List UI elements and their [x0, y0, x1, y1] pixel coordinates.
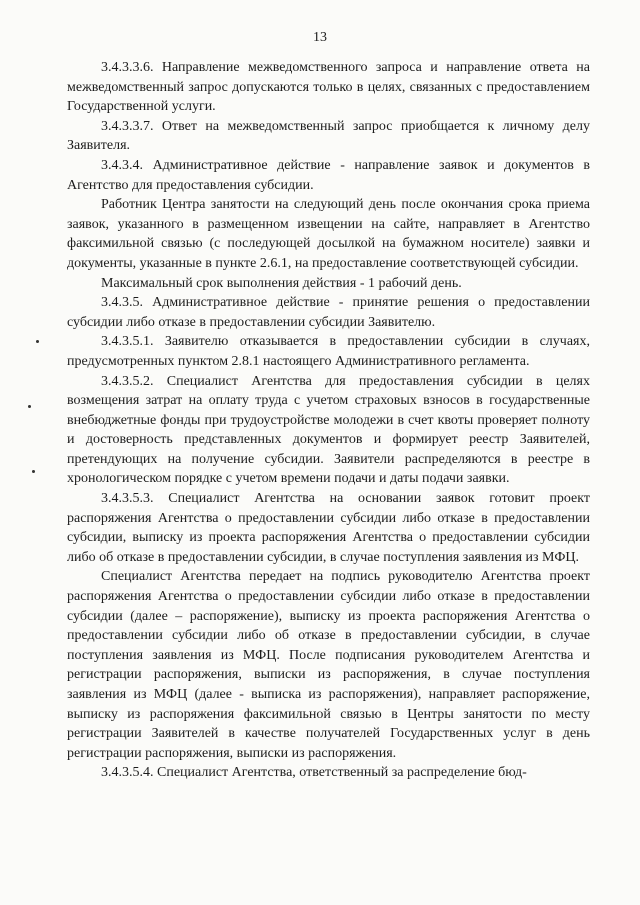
- paragraph-max-duration: Максимальный срок выполнения действия - 1 рабочий день.: [101, 275, 462, 291]
- scan-mark: [36, 340, 39, 343]
- scan-mark: [28, 405, 31, 408]
- paragraph-3-4-3-5-3: 3.4.3.5.3. Специалист Агентства на основании заявок готовит проект распоряжения Агентства о предоставлении субсидии либо отказе в предоставлении субсидии, выписку из проекта распоряжения Агентства о предоставлении субсидии либо об отказе в предоставлении субсидии, в случае поступления заявления из МФЦ.: [67, 491, 590, 565]
- document-body: [67, 58, 590, 783]
- paragraph-3-4-3-3-7: 3.4.3.3.7. Ответ на межведомственный запрос приобщается к личному делу Заявителя.: [67, 118, 590, 154]
- paragraph-agency-specialist: Специалист Агентства передает на подпись руководителю Агентства проект распоряжения Агентства о предоставлении субсидии либо отказе в предоставлении субсидии (далее – распоряжение), выписку из проекта распоряжения Агентства о предоставлении субсидии либо об отказе в предоставлении субсидии, в случае поступления заявления из МФЦ. После подписания руководителем Агентства и регистрации распоряжения, выписки из распоряжения, в случае поступления заявления из МФЦ (далее - выписка из распоряжения), направляет распоряжение, выписку из распоряжения факсимильной связью в Центры занятости по месту регистрации Заявителей в качестве получателей Государственных услуг в день регистрации распоряжения, выписки из распоряжения.: [67, 569, 590, 761]
- paragraph-3-4-3-5-1: 3.4.3.5.1. Заявителю отказывается в предоставлении субсидии в случаях, предусмотренных пунктом 2.8.1 настоящего Административного регламента.: [67, 334, 590, 369]
- paragraph-3-4-3-3-6: 3.4.3.3.6. Направление межведомственного запроса и направление ответа на межведомственный запрос допускаются только в целях, связанных с предоставлением Государственной услуги.: [67, 60, 590, 115]
- paragraph-3-4-3-5-2: 3.4.3.5.2. Специалист Агентства для предоставления субсидии в целях возмещения затрат на оплату труда с учетом страховых взносов в государственные внебюджетные фонды при трудоустройстве молодежи в счет квоты проверяет полноту и достоверность представленных документов и формирует реестр Заявителей, претендующих на получение субсидии. Заявители распределяются в реестре в хронологическом порядке с учетом времени подачи и даты подачи заявки.: [67, 373, 590, 487]
- paragraph-3-4-3-4: 3.4.3.4. Административное действие - направление заявок и документов в Агентство для предоставления субсидии.: [67, 157, 590, 193]
- page-number: 13: [313, 30, 327, 45]
- paragraph-job-center-worker: Работник Центра занятости на следующий день после окончания срока приема заявок, указанного в размещенном извещении на сайте, направляет в Агентство факсимильной связью (с последующей досылкой на бумажном носителе) заявки и документы, указанные в пункте 2.6.1, на предоставление соответствующей субсидии.: [67, 197, 590, 271]
- paragraph-3-4-3-5: 3.4.3.5. Административное действие - принятие решения о предоставлении субсидии либо отказе в предоставлении субсидии Заявителю.: [67, 295, 590, 330]
- scan-mark: [32, 470, 35, 473]
- paragraph-3-4-3-5-4: 3.4.3.5.4. Специалист Агентства, ответственный за распределение бюд-: [101, 765, 527, 781]
